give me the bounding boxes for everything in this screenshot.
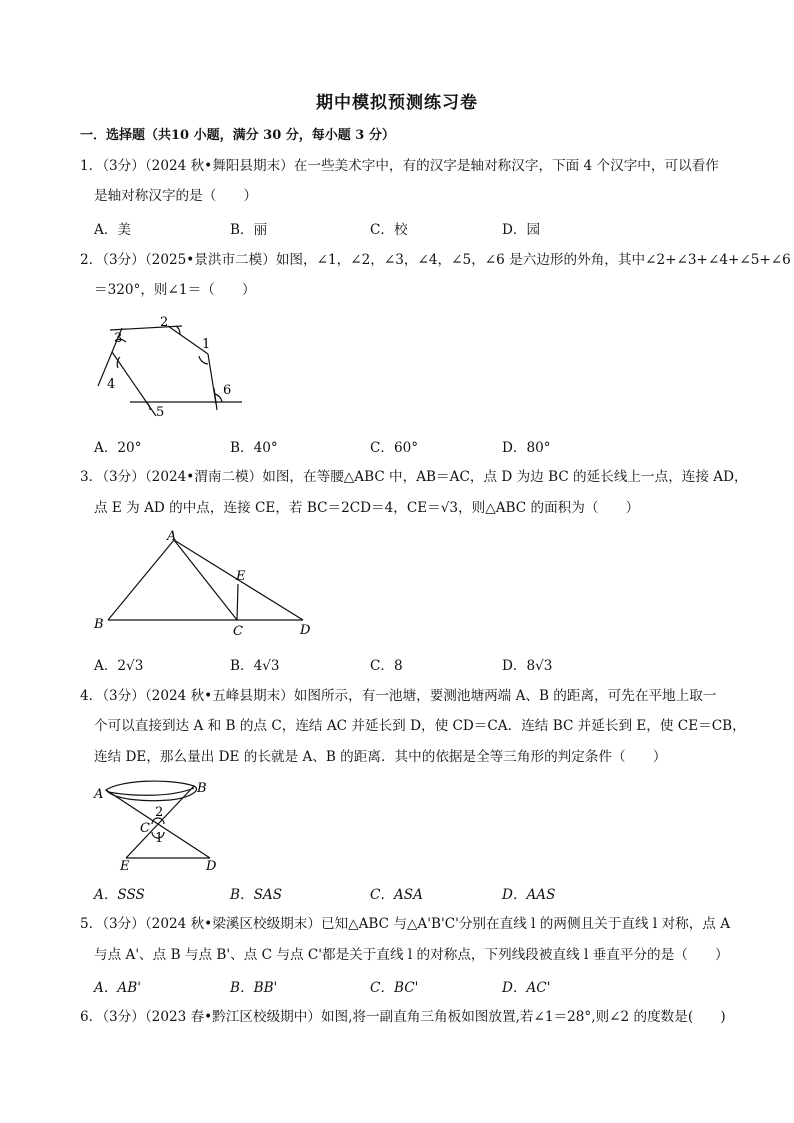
q3-label-c: C [233,624,243,639]
q4-text-line1: 4．（3分）（2024 秋•五峰县期末）如图所示，有一池塘，要测池塘两端 A、B 的距离，可先在平地上取一 [80,688,717,704]
q2-text-line2: ＝320°，则∠1＝（ ） [94,282,256,298]
q4-option-b[interactable]: B．SAS [230,887,283,903]
section-heading: 一．选择题（共10 小题，满分 30 分，每小题 3 分） [80,128,395,143]
q3-options [94,654,734,674]
q1-text-line1: 1．（3分）（2024 秋•舞阳县期末）在一些美术字中，有的汉字是轴对称汉字，下面 4 个汉字中，可以看作 [80,158,719,174]
q4-label-b: B [197,781,207,796]
q5-option-a[interactable]: A．AB' [94,980,141,996]
q1-option-d[interactable]: D．园 [502,222,541,238]
q2-label-1: 1 [202,337,211,352]
q2-option-b[interactable]: B．40° [230,440,278,456]
q5-option-d[interactable]: D．AC' [502,980,551,996]
q4-option-a[interactable]: A．SSS [94,887,145,903]
q2-hexagon-figure [90,312,250,422]
q4-label-d: D [206,859,217,874]
q2-option-a[interactable]: A．20° [94,440,142,456]
q4-label-a: A [94,787,104,802]
q1-option-b[interactable]: B．丽 [230,222,268,238]
q3-option-c[interactable]: C．8 [370,658,403,674]
q4-option-c[interactable]: C．ASA [370,887,423,903]
q5-text-line1: 5．（3分）（2024 秋•梁溪区校级期末）已知△ABC 与△A'B'C'分别在直线 l 的两侧且关于直线 l 对称，点 A [80,916,731,932]
q1-option-a[interactable]: A．美 [94,222,132,238]
q2-label-3: 3 [114,331,123,346]
q5-option-c[interactable]: C．BC' [370,980,419,996]
q2-text-line1: 2．（3分）（2025•景洪市二模）如图，∠1，∠2，∠3，∠4，∠5，∠6 是六边形的外角，其中∠2+∠3+∠4+∠5+∠6 [80,252,791,268]
q3-text-line1: 3．（3分）（2024•渭南二模）如图，在等腰△ABC 中，AB＝AC，点 D 为边 BC 的延长线上一点，连接 AD， [80,469,748,485]
q3-option-a[interactable]: A．2√3 [94,658,144,674]
q4-options [94,883,734,903]
q3-label-e: E [236,569,246,584]
q4-label-c: C [140,821,150,836]
q4-label-2: 2 [155,805,164,820]
q4-label-e: E [120,859,130,874]
q3-label-a: A [167,529,177,544]
q3-label-b: B [94,617,104,632]
page-title: 期中模拟预测练习卷 [316,93,478,113]
q4-pond-figure [90,776,230,876]
q3-option-d[interactable]: D．8√3 [502,658,553,674]
q3-option-b[interactable]: B．4√3 [230,658,280,674]
q1-text-line2: 是轴对称汉字的是（ ） [94,188,258,204]
q3-triangle-figure [90,528,330,638]
q3-label-d: D [300,623,311,638]
q3-text-line2: 点 E 为 AD 的中点，连接 CE，若 BC＝2CD＝4，CE＝√3，则△ABC 的面积为（ ） [94,500,640,516]
q4-label-1: 1 [155,831,164,846]
q2-option-d[interactable]: D．80° [502,440,551,456]
q4-option-d[interactable]: D．AAS [502,887,556,903]
q2-option-c[interactable]: C．60° [370,440,419,456]
q2-label-4: 4 [107,377,116,392]
q5-text-line2: 与点 A'、点 B 与点 B'、点 C 与点 C'都是关于直线 l 的对称点，下列线段被直线 l 垂直平分的是（ ） [94,947,729,963]
q2-options [94,436,734,456]
q2-label-5: 5 [156,405,165,420]
q5-option-b[interactable]: B．BB' [230,980,278,996]
q2-label-2: 2 [160,315,169,330]
q1-option-c[interactable]: C．校 [370,222,408,238]
q2-label-6: 6 [223,383,232,398]
q5-options [94,976,734,996]
q4-text-line2: 个可以直接到达 A 和 B 的点 C，连结 AC 并延长到 D，使 CD＝CA．连结 BC 并延长到 E，使 CE＝CB， [94,718,746,734]
q1-options [94,218,734,238]
q6-text-line1: 6．（3分）（2023 春•黔江区校级期中）如图,将一副直角三角板如图放置,若∠1＝28°,则∠2 的度数是( ) [80,1009,726,1025]
q4-text-line3: 连结 DE，那么量出 DE 的长就是 A、B 的距离．其中的依据是全等三角形的判定条件（ ） [94,749,667,765]
